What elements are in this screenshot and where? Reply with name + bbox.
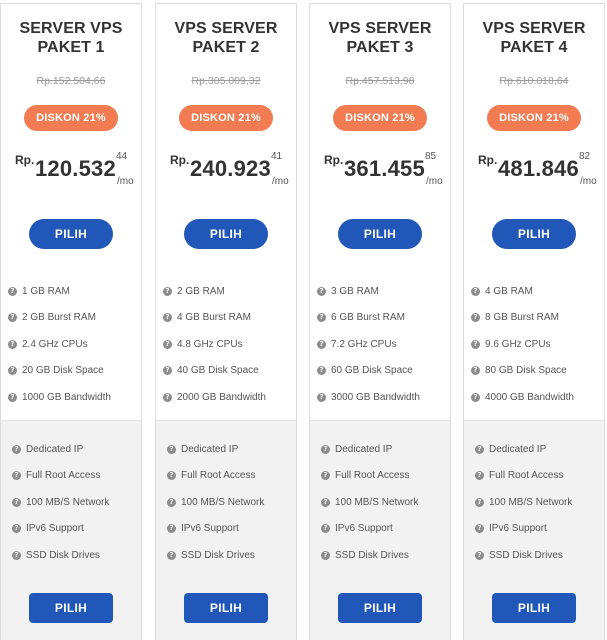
discount-badge: DISKON 21% <box>179 105 273 131</box>
spec-item <box>317 331 450 358</box>
extra-label: Full Root Access <box>489 470 564 482</box>
extra-label: IPv6 Support <box>489 523 547 535</box>
price-cents: 85 <box>425 151 437 162</box>
spec-item <box>8 305 141 332</box>
choose-button[interactable]: PILIH <box>29 219 113 249</box>
question-icon[interactable]: ? <box>317 366 326 375</box>
price-main: 120.532 <box>35 156 116 181</box>
price-currency: Rp. <box>478 153 498 167</box>
question-icon[interactable]: ? <box>475 551 484 560</box>
plan-card-3 <box>309 3 451 640</box>
plan-title-line2: PAKET 4 <box>500 39 568 56</box>
spec-label: 3 GB RAM <box>331 285 379 297</box>
spec-label: 40 GB Disk Space <box>177 365 259 377</box>
question-icon[interactable]: ? <box>321 524 330 533</box>
plan-title-line1: VPS SERVER <box>328 20 432 37</box>
question-icon[interactable]: ? <box>321 551 330 560</box>
extra-label: Full Root Access <box>26 470 101 482</box>
spec-item <box>317 305 450 332</box>
choose-button-bottom[interactable]: PILIH <box>184 593 268 623</box>
extra-item <box>475 463 604 490</box>
spec-item <box>163 331 296 358</box>
extra-item <box>167 516 296 543</box>
extra-item <box>12 436 141 463</box>
plan-title-line1: VPS SERVER <box>174 20 278 37</box>
plan-card-2 <box>155 3 297 640</box>
extra-label: 100 MB/S Network <box>489 496 573 508</box>
question-icon[interactable]: ? <box>12 471 21 480</box>
extra-list <box>321 436 450 569</box>
plan-title <box>310 19 450 57</box>
question-icon[interactable]: ? <box>12 445 21 454</box>
question-icon[interactable]: ? <box>8 366 17 375</box>
plan-title-line1: SERVER VPS <box>19 20 123 37</box>
extra-label: IPv6 Support <box>335 523 393 535</box>
question-icon[interactable]: ? <box>317 393 326 402</box>
choose-button-bottom[interactable]: PILIH <box>492 593 576 623</box>
spec-label: 8 GB Burst RAM <box>485 312 559 324</box>
question-icon[interactable]: ? <box>475 524 484 533</box>
price <box>1 150 141 190</box>
extra-item <box>167 489 296 516</box>
spec-item <box>317 358 450 385</box>
spec-label: 4 GB Burst RAM <box>177 312 251 324</box>
spec-label: 2 GB RAM <box>177 285 225 297</box>
price-main: 481.846 <box>498 156 579 181</box>
price <box>156 150 296 190</box>
spec-item <box>8 278 141 305</box>
price-currency: Rp. <box>170 153 190 167</box>
extra-label: SSD Disk Drives <box>26 549 100 561</box>
extra-item <box>321 542 450 569</box>
extra-item <box>475 542 604 569</box>
question-icon[interactable]: ? <box>471 366 480 375</box>
extra-label: SSD Disk Drives <box>335 549 409 561</box>
question-icon[interactable]: ? <box>475 498 484 507</box>
extra-item <box>321 489 450 516</box>
question-icon[interactable]: ? <box>167 524 176 533</box>
extra-list <box>475 436 604 569</box>
discount-badge: DISKON 21% <box>24 105 118 131</box>
price-period: /mo <box>426 176 443 187</box>
question-icon[interactable]: ? <box>471 313 480 322</box>
spec-label: 2 GB Burst RAM <box>22 312 96 324</box>
plan-title <box>464 19 604 57</box>
extra-label: SSD Disk Drives <box>489 549 563 561</box>
extra-label: Full Root Access <box>335 470 410 482</box>
spec-label: 60 GB Disk Space <box>331 365 413 377</box>
price-cents: 44 <box>116 151 128 162</box>
extra-item <box>475 489 604 516</box>
spec-label: 7.2 GHz CPUs <box>331 338 397 350</box>
original-price: Rp.305.009,32 <box>191 75 261 87</box>
question-icon[interactable]: ? <box>12 524 21 533</box>
plan-title <box>1 19 141 57</box>
spec-label: 1000 GB Bandwidth <box>22 391 111 403</box>
extra-list <box>167 436 296 569</box>
spec-label: 6 GB Burst RAM <box>331 312 405 324</box>
extra-item <box>12 463 141 490</box>
price-period: /mo <box>272 176 289 187</box>
plan-title-line1: VPS SERVER <box>482 20 586 37</box>
spec-item <box>8 331 141 358</box>
spec-item <box>163 384 296 411</box>
choose-button[interactable]: PILIH <box>184 219 268 249</box>
question-icon[interactable]: ? <box>8 313 17 322</box>
question-icon[interactable]: ? <box>163 393 172 402</box>
spec-item <box>8 384 141 411</box>
spec-item <box>163 358 296 385</box>
original-price: Rp.152.504,66 <box>36 75 106 87</box>
spec-list <box>317 278 450 411</box>
extra-label: 100 MB/S Network <box>335 496 419 508</box>
extra-item <box>475 436 604 463</box>
plan-card-4 <box>463 3 605 640</box>
spec-item <box>163 305 296 332</box>
spec-label: 4 GB RAM <box>485 285 533 297</box>
plan-title-line2: PAKET 2 <box>192 39 260 56</box>
question-icon[interactable]: ? <box>321 498 330 507</box>
spec-list <box>8 278 141 411</box>
discount-badge: DISKON 21% <box>333 105 427 131</box>
extra-label: IPv6 Support <box>26 523 84 535</box>
plan-card-1 <box>0 3 142 640</box>
spec-item <box>163 278 296 305</box>
spec-item <box>8 358 141 385</box>
spec-label: 4.8 GHz CPUs <box>177 338 243 350</box>
original-price: Rp.457.513,98 <box>345 75 415 87</box>
choose-button-bottom[interactable]: PILIH <box>338 593 422 623</box>
spec-label: 2000 GB Bandwidth <box>177 391 266 403</box>
question-icon[interactable]: ? <box>321 471 330 480</box>
question-icon[interactable]: ? <box>317 313 326 322</box>
extra-label: Dedicated IP <box>489 443 547 455</box>
price <box>464 150 604 190</box>
question-icon[interactable]: ? <box>167 551 176 560</box>
question-icon[interactable]: ? <box>475 471 484 480</box>
question-icon[interactable]: ? <box>475 445 484 454</box>
question-icon[interactable]: ? <box>8 340 17 349</box>
extra-item <box>321 516 450 543</box>
extra-label: IPv6 Support <box>181 523 239 535</box>
price-cents: 82 <box>579 151 591 162</box>
spec-label: 1 GB RAM <box>22 285 70 297</box>
question-icon[interactable]: ? <box>167 498 176 507</box>
question-icon[interactable]: ? <box>163 340 172 349</box>
price-period: /mo <box>580 176 597 187</box>
extra-item <box>475 516 604 543</box>
extra-label: Dedicated IP <box>181 443 239 455</box>
price-main: 361.455 <box>344 156 425 181</box>
extra-item <box>321 463 450 490</box>
extra-item <box>12 516 141 543</box>
extra-item <box>167 436 296 463</box>
price-currency: Rp. <box>324 153 344 167</box>
discount-badge: DISKON 21% <box>487 105 581 131</box>
price-cents: 41 <box>271 151 283 162</box>
spec-label: 80 GB Disk Space <box>485 365 567 377</box>
choose-button[interactable]: PILIH <box>338 219 422 249</box>
question-icon[interactable]: ? <box>12 551 21 560</box>
price-period: /mo <box>117 176 134 187</box>
spec-label: 2.4 GHz CPUs <box>22 338 88 350</box>
spec-item <box>471 305 604 332</box>
extra-item <box>167 542 296 569</box>
extra-label: Full Root Access <box>181 470 256 482</box>
extra-label: Dedicated IP <box>26 443 84 455</box>
plan-title-line2: PAKET 3 <box>346 39 414 56</box>
question-icon[interactable]: ? <box>317 287 326 296</box>
extra-item <box>321 436 450 463</box>
spec-label: 3000 GB Bandwidth <box>331 391 420 403</box>
spec-item <box>471 384 604 411</box>
extra-label: SSD Disk Drives <box>181 549 255 561</box>
spec-label: 9.6 GHz CPUs <box>485 338 551 350</box>
spec-item <box>317 384 450 411</box>
extra-item <box>12 542 141 569</box>
plan-title-line2: PAKET 1 <box>37 39 105 56</box>
spec-label: 4000 GB Bandwidth <box>485 391 574 403</box>
choose-button[interactable]: PILIH <box>492 219 576 249</box>
question-icon[interactable]: ? <box>12 498 21 507</box>
question-icon[interactable]: ? <box>317 340 326 349</box>
spec-list <box>471 278 604 411</box>
question-icon[interactable]: ? <box>163 287 172 296</box>
extra-item <box>167 463 296 490</box>
question-icon[interactable]: ? <box>167 445 176 454</box>
extra-label: 100 MB/S Network <box>26 496 110 508</box>
spec-label: 20 GB Disk Space <box>22 365 104 377</box>
extra-item <box>12 489 141 516</box>
plan-title <box>156 19 296 57</box>
choose-button-bottom[interactable]: PILIH <box>29 593 113 623</box>
price <box>310 150 450 190</box>
spec-item <box>471 331 604 358</box>
extra-label: Dedicated IP <box>335 443 393 455</box>
original-price: Rp.610.018,64 <box>499 75 569 87</box>
question-icon[interactable]: ? <box>8 393 17 402</box>
price-main: 240.923 <box>190 156 271 181</box>
question-icon[interactable]: ? <box>321 445 330 454</box>
spec-item <box>471 278 604 305</box>
question-icon[interactable]: ? <box>163 313 172 322</box>
question-icon[interactable]: ? <box>163 366 172 375</box>
question-icon[interactable]: ? <box>167 471 176 480</box>
question-icon[interactable]: ? <box>471 287 480 296</box>
spec-list <box>163 278 296 411</box>
price-currency: Rp. <box>15 153 35 167</box>
question-icon[interactable]: ? <box>471 340 480 349</box>
extra-list <box>12 436 141 569</box>
question-icon[interactable]: ? <box>471 393 480 402</box>
spec-item <box>317 278 450 305</box>
spec-item <box>471 358 604 385</box>
extra-label: 100 MB/S Network <box>181 496 265 508</box>
question-icon[interactable]: ? <box>8 287 17 296</box>
